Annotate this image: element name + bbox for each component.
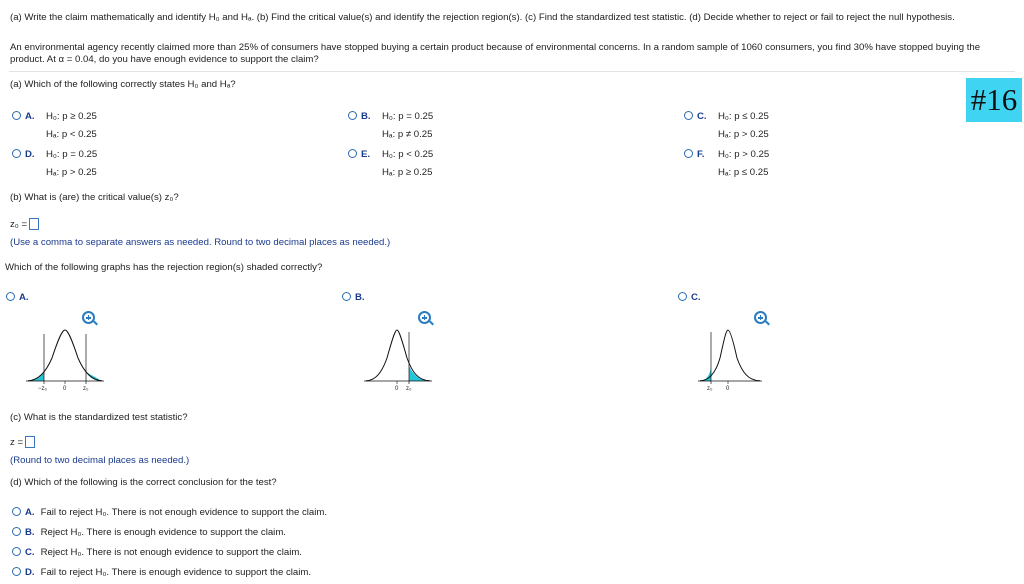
test-statistic-label: z = [10,437,24,448]
null-hypothesis: H₀: p < 0.25 [382,149,434,160]
radio-icon[interactable] [12,547,21,556]
zoom-in-icon[interactable] [82,311,95,324]
tick-label-z0: z₀ [707,386,713,392]
part-b-question: (b) What is (are) the critical value(s) z₀? [10,192,179,203]
option-letter: B. [361,111,371,122]
option-b[interactable] [348,108,434,140]
null-hypothesis: H₀: p > 0.25 [718,149,770,160]
graph-a [26,326,106,396]
radio-icon[interactable] [12,507,21,516]
scenario-text: An environmental agency recently claimed more than 25% of consumers have stopped buying a certain product because of environmental concerns. In a random sample of 1060 consumers, you find 30% have stopped buying the product. At α = 0.04, do you have enough evidence to support the claim? [10,42,981,65]
tick-label-z0: z₀ [83,386,89,392]
instructions-text: (a) Write the claim mathematically and identify H₀ and Hₐ. (b) Find the critical value(s) and identify the rejection region(s). (c) Find the standardized test statistic. (d) Decide whether to reject or fail to reject the null hypothesis. [10,12,955,23]
radio-icon[interactable] [348,149,357,158]
graph-question: Which of the following graphs has the rejection region(s) shaded correctly? [5,262,323,273]
density-curve [28,330,102,381]
option-letter: F. [697,149,705,160]
option-letter: A. [19,292,29,303]
rejection-region-left [28,372,44,381]
rejection-region-right [86,372,102,381]
conclusion-text: Fail to reject H₀. There is enough evidence to support the claim. [40,567,312,578]
conclusion-text: Reject H₀. There is not enough evidence to support the claim. [40,547,302,558]
part-a-question: (a) Which of the following correctly states H₀ and Hₐ? [10,79,236,90]
radio-icon[interactable] [12,111,21,120]
option-letter: A. [25,111,35,122]
tick-label-zero: 0 [726,386,730,392]
part-d-question: (d) Which of the following is the correct conclusion for the test? [10,477,277,488]
alt-hypothesis: Hₐ: p ≤ 0.25 [718,167,769,178]
radio-icon[interactable] [12,567,21,576]
tick-label-zero: 0 [395,386,399,392]
option-letter: D. [25,149,35,160]
option-letter: C. [691,292,701,303]
critical-value-row [10,218,39,230]
null-hypothesis: H₀: p ≥ 0.25 [46,111,97,122]
option-e[interactable] [348,146,434,178]
alt-hypothesis: Hₐ: p ≠ 0.25 [382,129,433,140]
problem-number-badge: #16 [966,78,1022,122]
conclusion-option-b[interactable] [12,526,286,540]
radio-icon[interactable] [348,111,357,120]
option-letter: C. [697,111,707,122]
tick-label-z0: z₀ [406,386,412,392]
normal-curve-left-tailed [698,326,778,396]
tick-label-neg-z0: −z₀ [38,386,47,392]
radio-icon[interactable] [678,292,687,301]
rejection-region-right [409,366,430,381]
option-letter: B. [25,527,35,538]
graph-option-b[interactable] [342,292,371,303]
zoom-in-icon[interactable] [418,311,431,324]
graph-b [362,326,442,396]
option-f[interactable] [684,146,770,178]
density-curve [366,330,430,381]
option-letter: C. [25,547,35,558]
option-letter: A. [25,507,35,518]
graph-option-a[interactable] [6,292,35,303]
option-letter: D. [25,567,35,578]
density-curve [700,330,760,381]
null-hypothesis: H₀: p = 0.25 [46,149,98,160]
radio-icon[interactable] [684,149,693,158]
option-letter: B. [355,292,365,303]
part-c-question: (c) What is the standardized test statistic? [10,412,188,423]
divider [9,71,1015,72]
null-hypothesis: H₀: p = 0.25 [382,111,434,122]
null-hypothesis: H₀: p ≤ 0.25 [718,111,769,122]
conclusion-text: Fail to reject H₀. There is not enough evidence to support the claim. [40,507,328,518]
test-statistic-input[interactable] [25,436,35,448]
radio-icon[interactable] [12,527,21,536]
radio-icon[interactable] [684,111,693,120]
conclusion-option-a[interactable] [12,506,327,520]
alt-hypothesis: Hₐ: p > 0.25 [46,167,97,178]
conclusion-option-d[interactable] [12,566,311,580]
radio-icon[interactable] [12,149,21,158]
option-c[interactable] [684,108,769,140]
test-statistic-hint: (Round to two decimal places as needed.) [10,455,190,466]
radio-icon[interactable] [342,292,351,301]
alt-hypothesis: Hₐ: p > 0.25 [718,129,769,140]
normal-curve-right-tailed [362,326,442,396]
radio-icon[interactable] [6,292,15,301]
option-d[interactable] [12,146,98,178]
conclusion-text: Reject H₀. There is enough evidence to support the claim. [40,527,286,538]
normal-curve-two-tailed [26,326,106,396]
option-letter: E. [361,149,371,160]
alt-hypothesis: Hₐ: p < 0.25 [46,129,97,140]
graph-c [698,326,778,396]
graph-option-c[interactable] [678,292,707,303]
option-a[interactable] [12,108,97,140]
rejection-region-left [700,366,711,381]
tick-label-zero: 0 [63,386,67,392]
test-statistic-row [10,436,35,448]
critical-value-label: z₀ = [10,219,28,230]
critical-value-input[interactable] [29,218,39,230]
conclusion-option-c[interactable] [12,546,302,560]
critical-value-hint: (Use a comma to separate answers as needed. Round to two decimal places as needed.) [10,237,391,248]
zoom-in-icon[interactable] [754,311,767,324]
alt-hypothesis: Hₐ: p ≥ 0.25 [382,167,433,178]
